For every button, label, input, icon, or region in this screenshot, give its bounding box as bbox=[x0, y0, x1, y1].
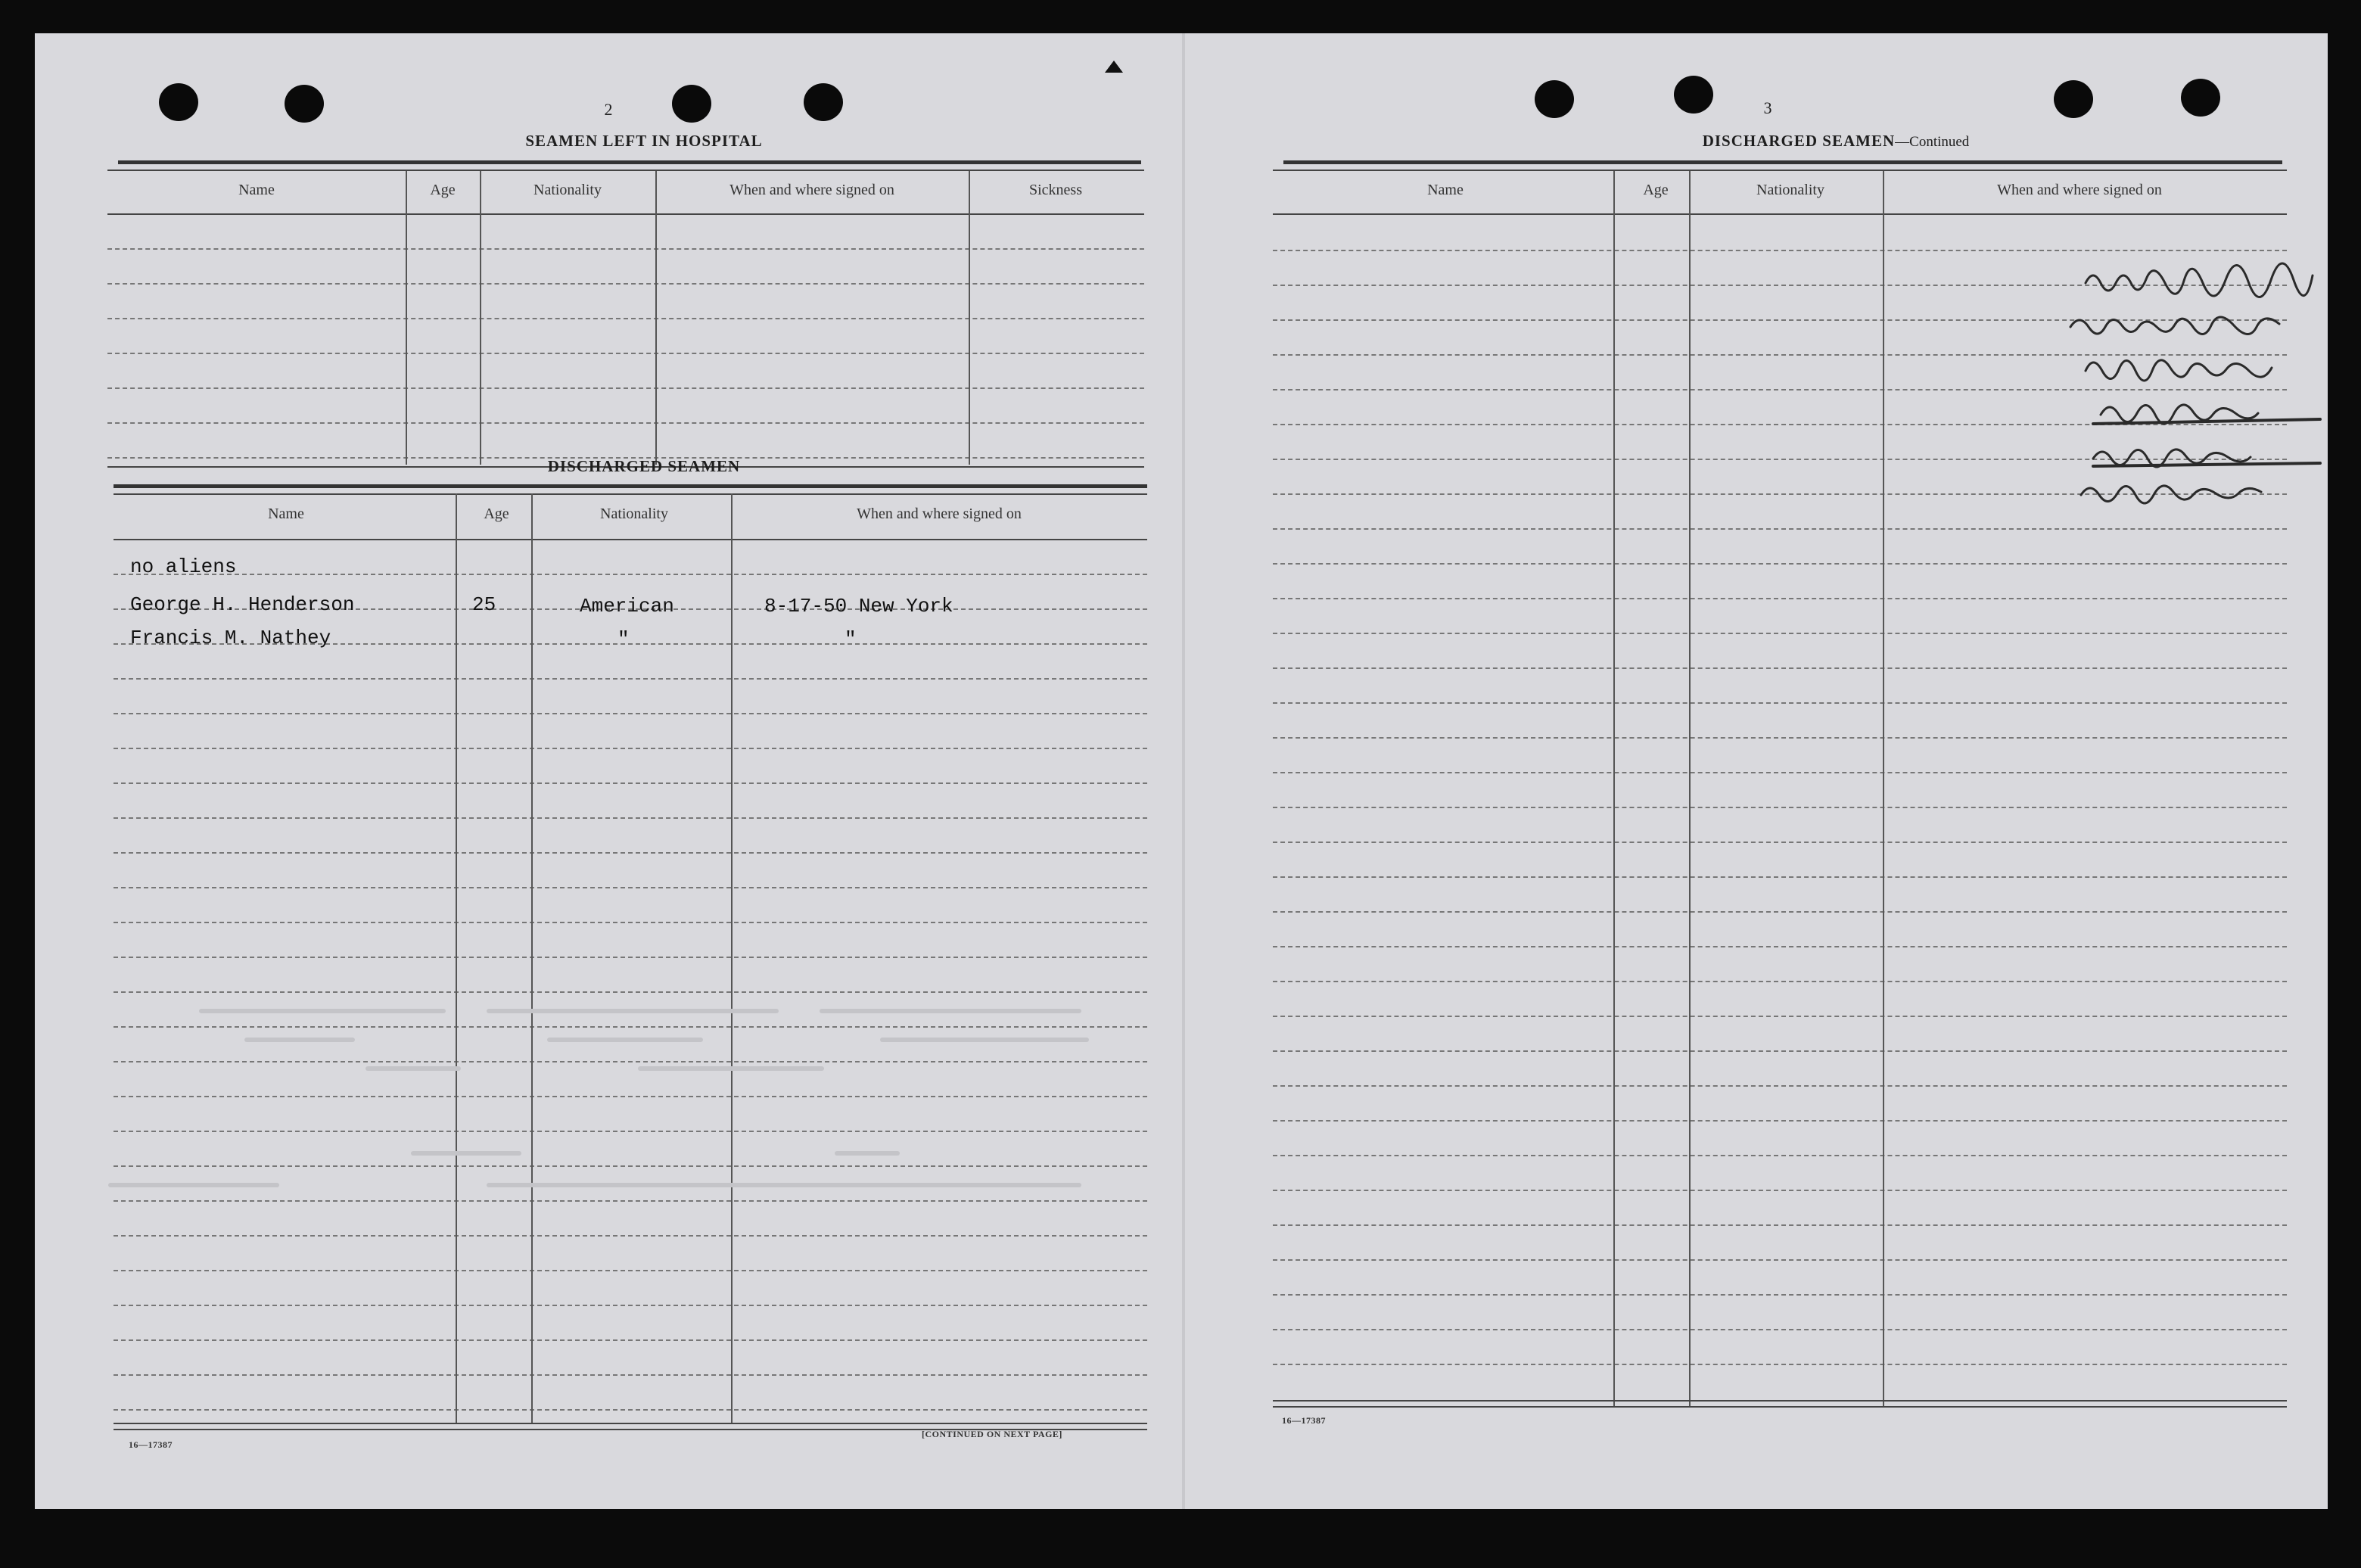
row-signed-on: " bbox=[845, 628, 857, 651]
ruled-line bbox=[1273, 250, 2287, 251]
table-bottom-rule bbox=[1273, 1406, 2287, 1408]
ruled-line bbox=[107, 283, 1144, 285]
row-name: George H. Henderson bbox=[130, 593, 355, 616]
ruled-line bbox=[114, 852, 1147, 854]
ruled-line bbox=[114, 817, 1147, 819]
continued-note: [CONTINUED ON NEXT PAGE] bbox=[922, 1429, 1062, 1439]
column-divider bbox=[1613, 171, 1615, 1408]
ruled-line bbox=[107, 248, 1144, 250]
ruled-line bbox=[1273, 1294, 2287, 1296]
ruled-line bbox=[1273, 1120, 2287, 1122]
ruled-line bbox=[1273, 807, 2287, 808]
ruled-line bbox=[114, 678, 1147, 680]
form-number: 16—17387 bbox=[129, 1439, 173, 1450]
ruled-line bbox=[1273, 1016, 2287, 1017]
punch-hole bbox=[159, 83, 198, 121]
ruled-line bbox=[114, 957, 1147, 958]
ruled-line bbox=[1273, 1085, 2287, 1087]
ruled-line bbox=[1273, 772, 2287, 773]
punch-hole bbox=[1535, 80, 1574, 118]
ruled-line bbox=[1273, 1224, 2287, 1226]
bleed-through-marks bbox=[95, 994, 1109, 1221]
ruled-line bbox=[114, 1374, 1147, 1376]
right-page bbox=[1185, 33, 2328, 1509]
ruled-line bbox=[1273, 1190, 2287, 1191]
punch-hole bbox=[2054, 80, 2093, 118]
title-suffix: —Continued bbox=[1895, 134, 1970, 150]
ruled-line bbox=[1273, 1050, 2287, 1052]
ruled-line bbox=[1273, 946, 2287, 947]
ruled-line bbox=[107, 353, 1144, 354]
table-bottom-rule bbox=[1273, 1400, 2287, 1402]
row-name: Francis M. Nathey bbox=[130, 627, 331, 649]
hospital-section-title: SEAMEN LEFT IN HOSPITAL bbox=[525, 132, 763, 150]
ruled-line bbox=[1273, 563, 2287, 565]
column-header-signed-on: When and where signed on bbox=[729, 182, 894, 198]
column-divider bbox=[406, 171, 407, 465]
illegible-handwriting bbox=[2010, 253, 2335, 510]
ruled-line bbox=[114, 991, 1147, 993]
table-top-rule bbox=[114, 484, 1147, 488]
header-rule bbox=[1273, 213, 2287, 215]
column-header-nationality: Nationality bbox=[600, 506, 668, 522]
ruled-line bbox=[1273, 842, 2287, 843]
ruled-line bbox=[1273, 876, 2287, 878]
ruled-line bbox=[114, 1305, 1147, 1306]
ruled-line bbox=[114, 574, 1147, 575]
ruled-line bbox=[1273, 1155, 2287, 1156]
ruled-line bbox=[107, 422, 1144, 424]
row-nationality: American bbox=[580, 595, 674, 618]
ruled-line bbox=[1273, 737, 2287, 739]
column-header-age: Age bbox=[430, 182, 456, 198]
punch-hole bbox=[672, 85, 711, 123]
column-header-age: Age bbox=[484, 506, 509, 522]
row-name: no aliens bbox=[130, 555, 237, 578]
table-top-rule bbox=[118, 160, 1141, 164]
ruled-line bbox=[1273, 981, 2287, 982]
ruled-line bbox=[114, 1270, 1147, 1271]
ruled-line bbox=[1273, 911, 2287, 913]
title-text: DISCHARGED SEAMEN bbox=[1702, 132, 1896, 150]
table-rule bbox=[1273, 170, 2287, 171]
table-top-rule bbox=[1283, 160, 2282, 164]
column-header-signed-on: When and where signed on bbox=[1997, 182, 2162, 198]
header-rule bbox=[114, 539, 1147, 540]
ruled-line bbox=[1273, 1259, 2287, 1261]
header-rule bbox=[107, 213, 1144, 215]
ruled-line bbox=[114, 748, 1147, 749]
left-page bbox=[35, 33, 1182, 1509]
column-header-sickness: Sickness bbox=[1029, 182, 1082, 198]
column-divider bbox=[731, 493, 733, 1423]
page-number: 2 bbox=[604, 100, 613, 119]
page-number: 3 bbox=[1763, 98, 1772, 117]
ruled-line bbox=[114, 887, 1147, 888]
ruled-line bbox=[1273, 633, 2287, 634]
ruled-line bbox=[107, 318, 1144, 319]
column-header-age: Age bbox=[1643, 182, 1669, 198]
ruled-line bbox=[107, 387, 1144, 389]
column-divider bbox=[531, 493, 533, 1423]
ruled-line bbox=[114, 713, 1147, 714]
discharged-section-title: DISCHARGED SEAMEN bbox=[547, 457, 741, 475]
ruled-line bbox=[1273, 667, 2287, 669]
column-divider bbox=[1883, 171, 1884, 1408]
column-divider bbox=[456, 493, 457, 1423]
ruled-line bbox=[1273, 528, 2287, 530]
punch-hole bbox=[804, 83, 843, 121]
row-signed-on: 8-17-50 New York bbox=[764, 595, 953, 618]
table-rule bbox=[114, 493, 1147, 495]
column-divider bbox=[969, 171, 970, 465]
column-divider bbox=[480, 171, 481, 465]
manifest-sheet bbox=[35, 33, 2328, 1509]
punch-hole bbox=[285, 85, 324, 123]
table-bottom-rule bbox=[114, 1423, 1147, 1424]
form-number: 16—17387 bbox=[1282, 1415, 1326, 1426]
row-nationality: " bbox=[617, 628, 630, 651]
ruled-line bbox=[114, 1409, 1147, 1411]
ruled-line bbox=[114, 1235, 1147, 1237]
column-header-name: Name bbox=[268, 506, 304, 522]
row-age: 25 bbox=[472, 593, 496, 616]
column-divider bbox=[655, 171, 657, 465]
column-header-nationality: Nationality bbox=[1756, 182, 1824, 198]
table-rule bbox=[107, 170, 1144, 171]
column-header-signed-on: When and where signed on bbox=[857, 506, 1022, 522]
ruled-line bbox=[1273, 1329, 2287, 1330]
column-header-name: Name bbox=[238, 182, 275, 198]
column-divider bbox=[1689, 171, 1691, 1408]
ruled-line bbox=[1273, 702, 2287, 704]
ruled-line bbox=[114, 782, 1147, 784]
column-header-name: Name bbox=[1427, 182, 1464, 198]
triangle-mark-icon bbox=[1105, 61, 1123, 73]
punch-hole bbox=[1674, 76, 1713, 114]
right-page-title bbox=[1495, 132, 2176, 151]
ruled-line bbox=[1273, 598, 2287, 599]
ruled-line bbox=[114, 1339, 1147, 1341]
punch-hole bbox=[2181, 79, 2220, 117]
column-header-nationality: Nationality bbox=[533, 182, 602, 198]
ruled-line bbox=[1273, 1364, 2287, 1365]
ruled-line bbox=[114, 922, 1147, 923]
